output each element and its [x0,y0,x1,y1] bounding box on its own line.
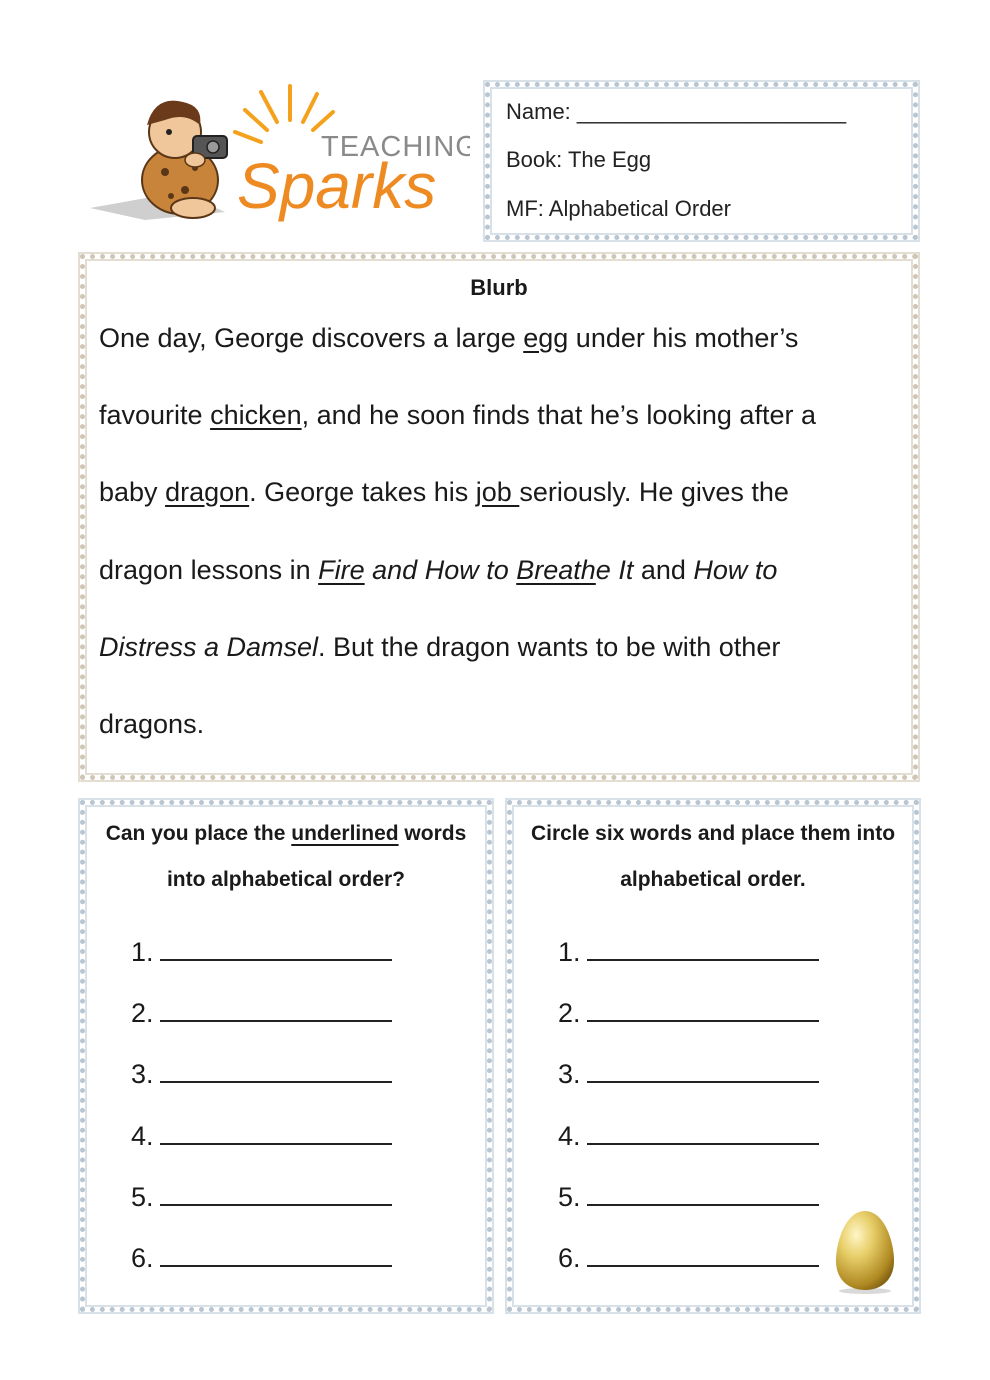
blurb-line-6: dragons. [99,709,205,739]
item-number: 4. [558,1121,581,1151]
text: One day, George discovers a large [99,323,524,353]
answer-line-1[interactable] [558,935,819,968]
blank[interactable] [160,1241,392,1267]
text: . George takes his [249,477,476,507]
item-number: 3. [558,1059,581,1089]
text: favourite [99,400,211,430]
underlined-word-fire[interactable]: Fire [318,555,365,585]
text: and [633,555,694,585]
text: seriously. He gives the [519,477,789,507]
student-info-box [485,82,918,240]
blank[interactable] [160,935,392,961]
answer-line-2[interactable] [558,996,819,1029]
item-number: 5. [131,1182,154,1212]
text: under his mother’s [568,323,799,353]
logo-line2: Sparks [237,150,437,222]
activity-underlined-box [80,800,492,1312]
text: e It [595,555,634,585]
answer-line-5[interactable] [131,1180,392,1213]
answer-line-4[interactable] [558,1119,819,1152]
blank[interactable] [587,1241,819,1267]
blank[interactable] [587,1057,819,1083]
question-line-2: into alphabetical order? [166,868,406,891]
blank[interactable] [160,1119,392,1145]
teaching-sparks-logo [85,80,470,230]
blurb-line-3 [99,477,789,508]
text: How to [693,555,778,585]
activity-1-question [85,811,487,903]
text: dragon lessons in [99,555,319,585]
item-number: 3. [131,1059,154,1089]
text: and How to [364,555,517,585]
text: words [398,822,467,845]
mf-label: MF: Alphabetical Order [506,196,731,221]
blank[interactable] [160,1057,392,1083]
answer-line-5[interactable] [558,1180,819,1213]
item-number: 2. [131,998,154,1028]
underlined-word-breathe[interactable]: Breath [516,555,596,585]
golden-egg-icon [832,1209,898,1295]
item-number: 6. [131,1243,154,1273]
underlined-word-egg[interactable]: egg [523,323,569,353]
blank[interactable] [587,1180,819,1206]
blank[interactable] [160,1180,392,1206]
text: underlined [291,822,399,845]
answer-line-4[interactable] [131,1119,392,1152]
blurb-line-2 [99,400,816,431]
caveman-with-camera-icon [85,80,470,230]
underlined-word-chicken[interactable]: chicken [210,400,302,430]
blurb-line-5 [99,632,780,663]
blank[interactable] [587,935,819,961]
blank[interactable] [587,996,819,1022]
answer-line-1[interactable] [131,935,392,968]
answer-line-2[interactable] [131,996,392,1029]
question-line-2: alphabetical order. [620,868,806,891]
logo-line1: TEACHING [321,131,470,163]
text: , and he soon finds that he’s looking after a [301,400,816,430]
underlined-word-dragon[interactable]: dragon [165,477,250,507]
item-number: 4. [131,1121,154,1151]
item-number: 6. [558,1243,581,1273]
text: Can you place the [105,822,292,845]
blurb-line-4 [99,555,777,586]
blank[interactable] [587,1119,819,1145]
answer-line-3[interactable] [558,1057,819,1090]
answer-line-6[interactable] [558,1241,819,1274]
text: Distress a Damsel [99,632,319,662]
item-number: 1. [131,937,154,967]
blurb-line-1 [99,323,798,354]
question-line-1: Circle six words and place them into [530,822,896,845]
underlined-word-job[interactable]: job [475,477,520,507]
item-number: 5. [558,1182,581,1212]
activity-circle-box [507,800,919,1312]
activity-2-question [512,811,914,903]
item-number: 1. [558,937,581,967]
blurb-title: Blurb [470,275,528,300]
text: . But the dragon wants to be with other [318,632,781,662]
blank[interactable] [160,996,392,1022]
text: baby [99,477,166,507]
item-number: 2. [558,998,581,1028]
book-label: Book: The Egg [506,147,652,172]
question-line-1 [85,811,487,857]
answer-line-6[interactable] [131,1241,392,1274]
blurb-box [80,254,918,780]
name-field[interactable]: Name: ______________________ [506,99,847,124]
answer-line-3[interactable] [131,1057,392,1090]
